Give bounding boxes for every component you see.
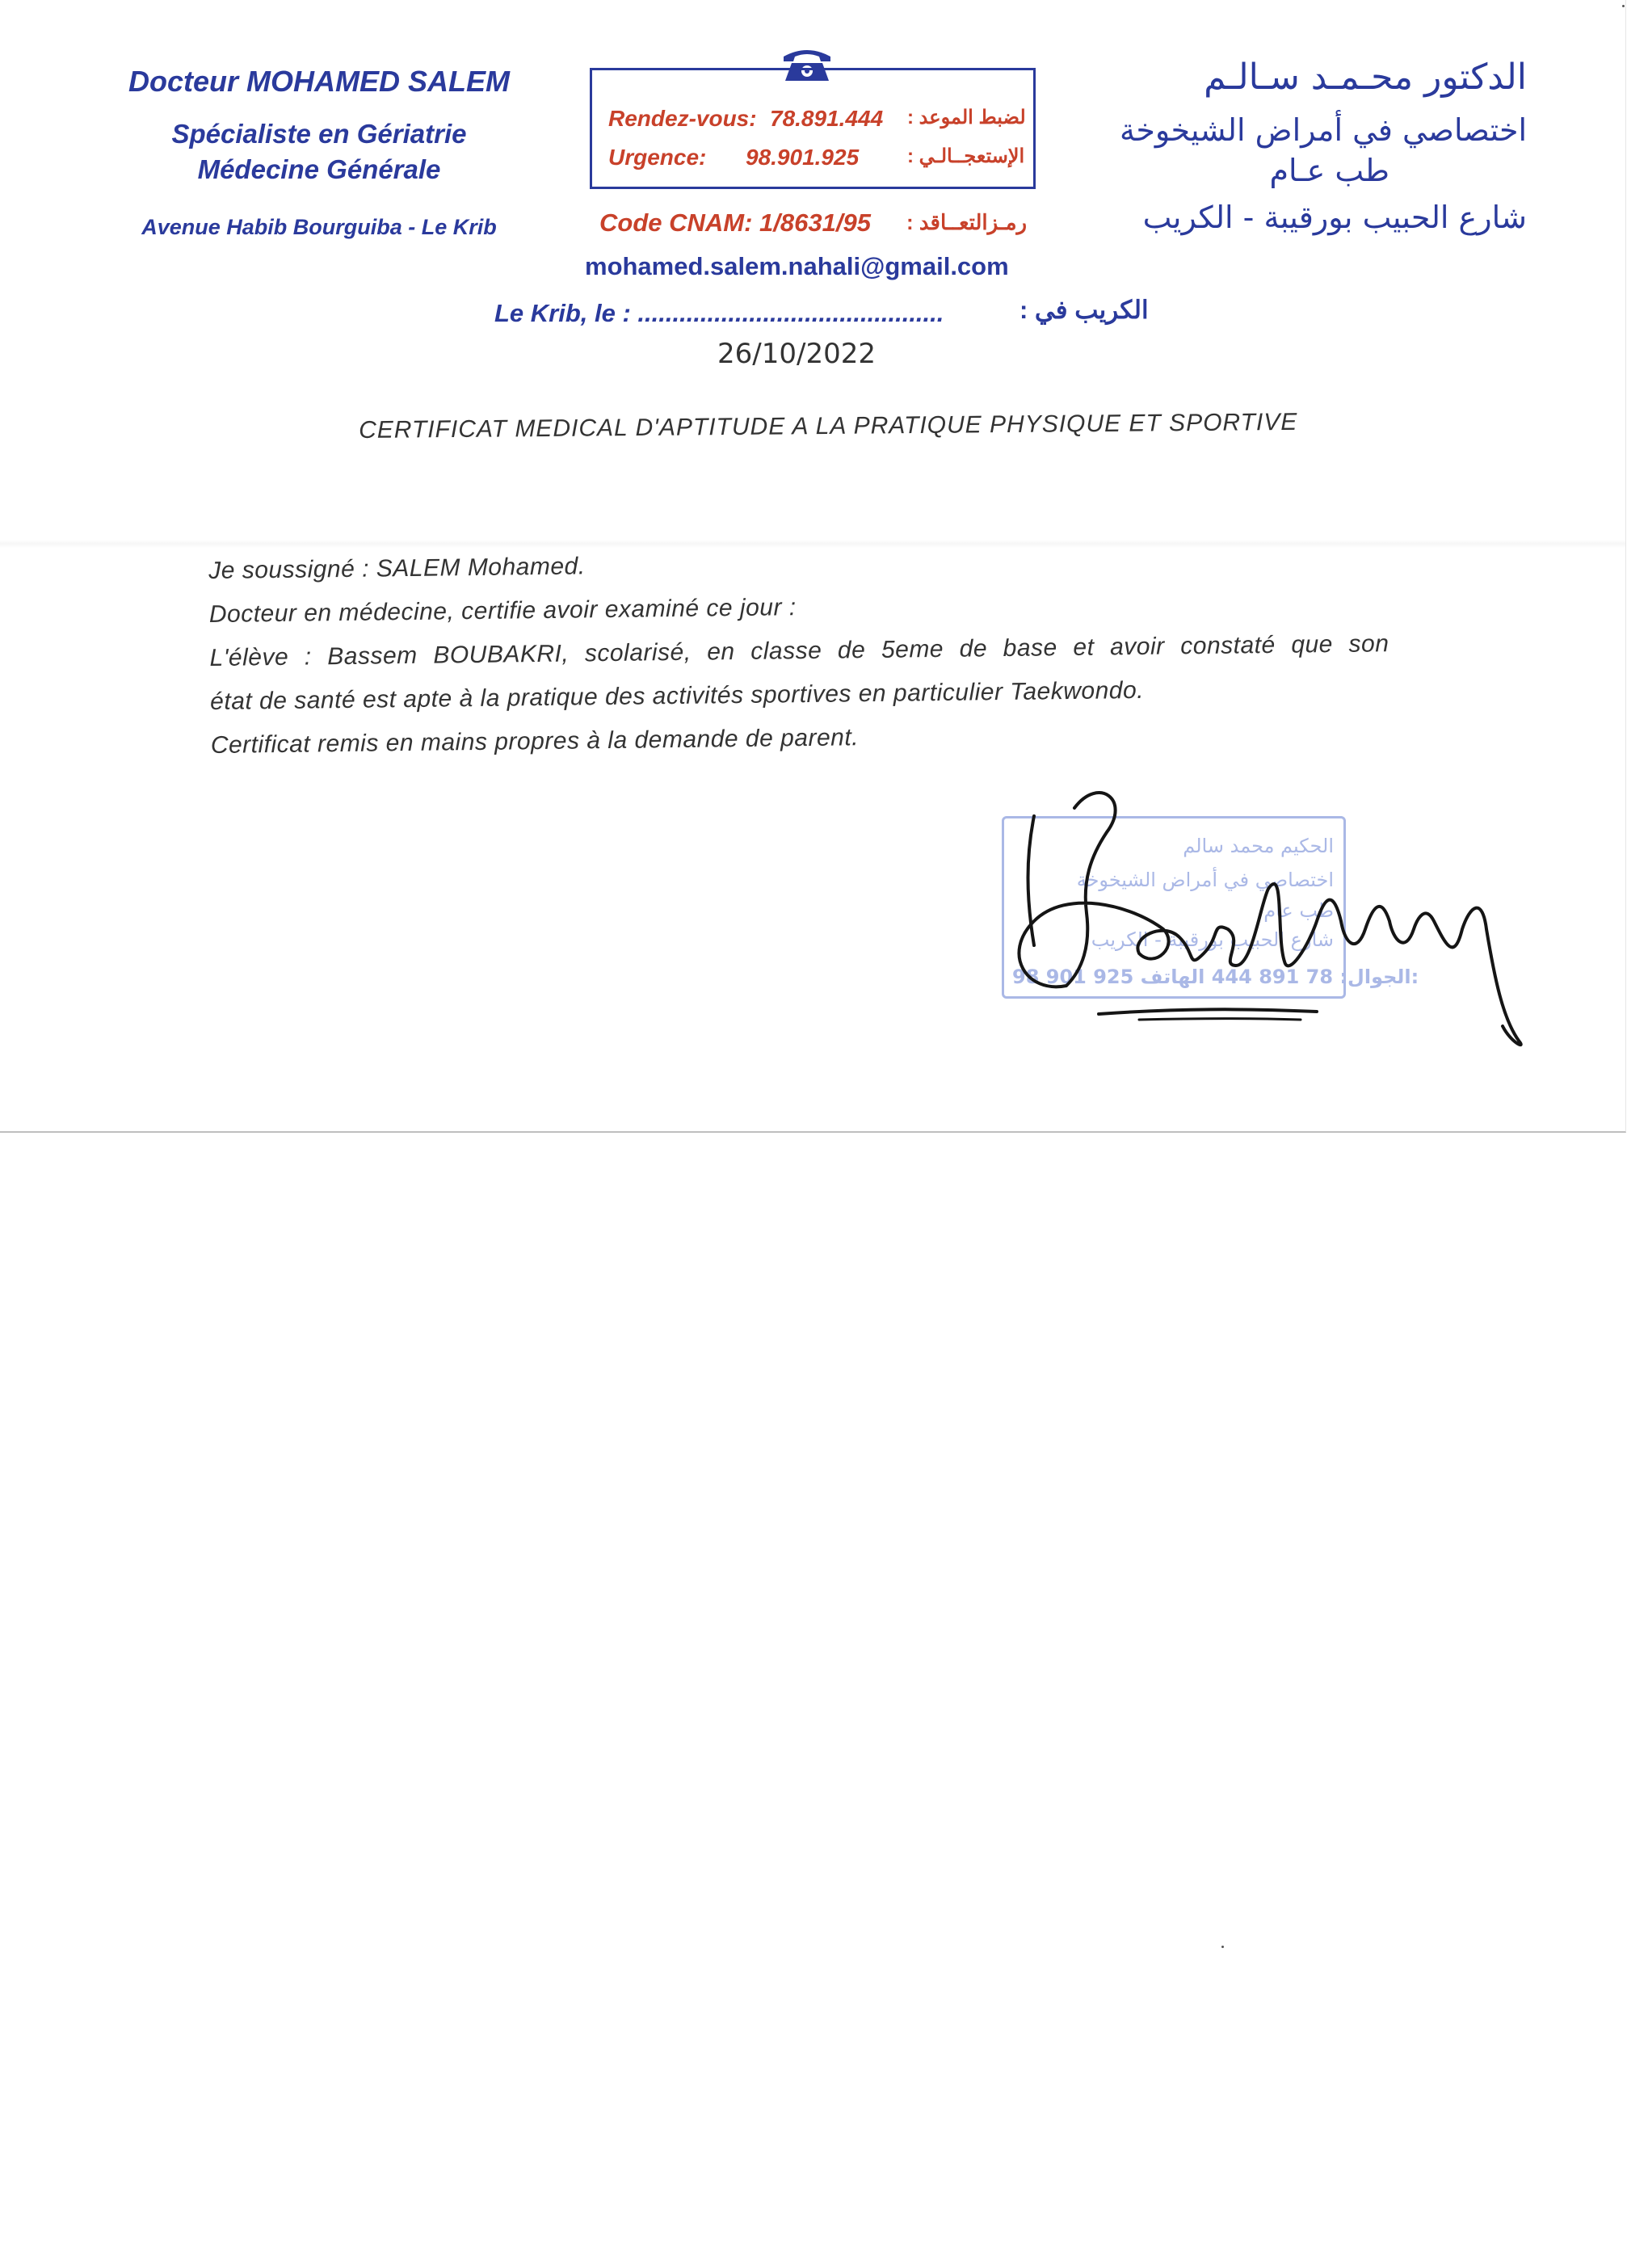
body-line: L'élève : Bassem BOUBAKRI, scolarisé, en classe de 5eme de base et avoir constaté que son [209, 630, 1389, 671]
urgence-label-ar: الإستعجــالـي : [907, 145, 1025, 167]
specialty-ar: اختصاصي في أمراض الشيخوخة [1120, 112, 1527, 148]
rdv-label-ar: لضبط الموعد : [907, 107, 1026, 128]
appointment-box [590, 68, 1036, 189]
urgence-number: 98.901.925 [746, 145, 860, 170]
letterhead-right [1058, 57, 1527, 235]
scan-speck [1221, 1946, 1224, 1948]
handwritten-signature [977, 784, 1543, 1050]
cnam-code [599, 208, 1028, 238]
scan-speck [1622, 5, 1625, 7]
certificate-page [0, 0, 1626, 1133]
body-line: Docteur en médecine, certifie avoir examiné ce jour : [208, 594, 797, 628]
stamp-address: شارع الحبيب بورقيبة - الكريب [1091, 928, 1334, 951]
address-ar: شارع الحبيب بورقيبة - الكريب [1142, 200, 1527, 235]
body-line: Je soussigné : SALEM Mohamed. [208, 553, 586, 584]
body-line: état de santé est apte à la pratique des activités sportives en particulier Taekwondo. [209, 676, 1145, 715]
urgence-row [608, 145, 1025, 170]
doctor-address: Avenue Habib Bourguiba - Le Krib [141, 215, 497, 239]
specialty-geriatrics: Spécialiste en Gériatrie [171, 119, 467, 149]
letterhead-left [77, 65, 561, 240]
rdv-label: Rendez-vous: [608, 106, 757, 131]
place-date-line: Le Krib, le : ............................................ [494, 299, 944, 327]
rdv-number: 78.891.444 [770, 106, 884, 131]
body-line: Certificat remis en mains propres à la demande de parent. [210, 724, 860, 759]
urgence-label: Urgence: [608, 145, 707, 170]
handwritten-date: 26/10/2022 [717, 338, 876, 370]
doctor-email: mohamed.salem.nahali@gmail.com [585, 252, 1009, 280]
doctor-name-ar: الدكتور محـمـد سـالـم [1204, 57, 1527, 98]
doctor-name: Docteur MOHAMED SALEM [128, 65, 510, 98]
stamp-phones: 98 901 925 الجوال: 78 891 444 الهاتف: [1012, 966, 1419, 988]
stamp-name: الحكيم محمد سالم [1183, 835, 1334, 857]
cnam-value: Code CNAM: 1/8631/95 [599, 208, 871, 237]
certificate-title: CERTIFICAT MEDICAL D'APTITUDE A LA PRATIQUE PHYSIQUE ET SPORTIVE [359, 408, 1298, 444]
rdv-row [608, 106, 1026, 132]
general-medicine-ar: طب عـام [1269, 153, 1389, 188]
specialty-general: Médecine Générale [197, 154, 441, 184]
certificate-body [208, 543, 1390, 776]
stamp-specialty: اختصاصي في أمراض الشيخوخة [1076, 869, 1334, 891]
cnam-label-ar: رمـزالتعــاقد : [906, 210, 1028, 234]
place-date-ar: الكريب في : [1019, 296, 1149, 324]
stamp-general: طب عام [1263, 899, 1334, 922]
